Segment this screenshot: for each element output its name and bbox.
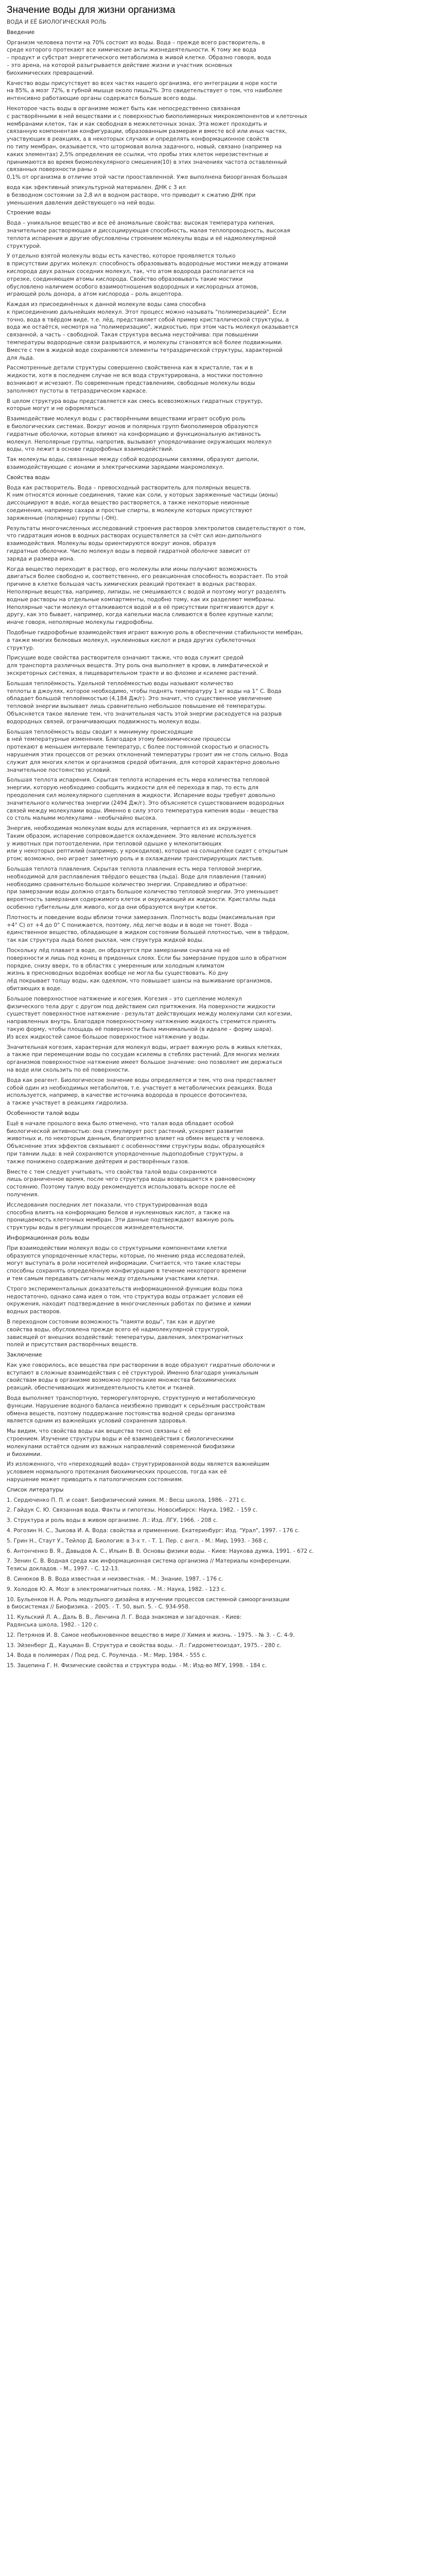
paragraph: Энергия, необходимая молекулам воды для испарения, черпается из их окружения. Таким образом, испарение сопровождается охлаждением. Это явление используется у животных при потоотделении, при тепловой одышке у млекопитающих или у некоторых рептилий (например, у крокодилов), которые на солнцепёке сидят с открытым ртом; возможно, оно играет заметную роль и в охлаждении транспирирующих листьев. [7,825,288,862]
section-heading: Строение воды [7,210,51,216]
article-content [7,29,429,1670]
paragraph: Рассмотренные детали структуры совершенно свойственна как в кристалле, так и в жидкости, хотя в последнем случае не вся вода структурирована, а мостики постоянно возникают и исчезают. По современным представлениям, свободные молекулы воды заполняют пустоты в тетраэдрическом каркасе. [7,365,263,394]
paragraph: 1. Сердюченко П. П. и соавт. Биофизический химия. М.: Весш школа, 1986. - 271 с. [7,1497,246,1503]
paragraph: 6. Антонченко В. Я., Давыдов А. С., Ильин В. В. Основы физики воды. - Киев: Наукова думка, 1991. - 672 с. [7,1548,314,1554]
paragraph: Каждая из присоединённых к данной молекуле воды сама способна к присоединению дальнейших молекул. Этот процесс можно называть "полимеризацией". Если точно, вода в твёрдом виде, т.е. лёд, представляет собой пример кристаллической структуры, а вода же остаётся, несмотря на "полимеризацию", жидкостью, при этом часть молекул оказывается связанной, а часть – свободной. Такая структура весьма неустойчива: при повышении температуры водородные связи разрываются, и молекулы становятся всё более подвижными. Вместе с тем в жидкой воде сохраняются элементы тетраэдрической структуры, характерной для льда. [7,301,299,361]
paragraph: Исследования последних лет показали, что структурированная вода способна влиять на конформацию белков и нуклеиновых кислот, а также на проницаемость клеточных мембран. Эти данные подтверждают важную роль структуры воды в регуляции процессов жизнедеятельности. [7,1201,234,1231]
paragraph: 7. Зенин С. В. Водная среда как информационная система организма // Материалы конференции. Тезисы докладов. - М., 1997. - С. 12-13. [7,1558,291,1572]
section-heading: Заключение [7,1352,42,1359]
paragraph: Вода – уникальное вещество и все её аномальные свойства: высокая температура кипения, значительное растворяющая и диссоциирующая способность, малая теплопроводность, высокая теплота испарения и другие обусловлены строением молекулы воды и её надмолекулярной структурой. [7,220,290,249]
paragraph: Большая теплота плавления. Скрытая теплота плавления есть мера тепловой энергии, необходимой для расплавления твёрдого вещества (льда). Воде для плавления (таяния) необходимо сравнительно большое количество энергии. Справедливо и обратное: при замерзании воды должно отдать большое количество тепловой энергии. Это уменьшает вероятность замерзания содержимого клеток и окружающей их жидкости. Кристаллы льда особенно губительны для живого, когда они образуются внутри клеток. [7,866,279,911]
paragraph: Ещё в начале прошлого века было отмечено, что талая вода обладает особой биологической активностью: она стимулирует рост растений, ускоряет развитие животных и, по некоторым данным, благоприятно влияет на обмен веществ у человека. Объяснение этих эффектов связывают с особенностями структуры воды, образующейся при таянии льда: в ней сохраняются упорядоченные льдоподобные структуры, а также понижено содержание дейтерия и растворённых газов. [7,1120,265,1165]
paragraph: 14. Вода в полимерах / Под ред. С. Роуленда. - М.: Мир, 1984. - 555 с. [7,1652,207,1659]
section-heading: Список литературы [7,1486,64,1493]
paragraph: 9. Холодов Ю. А. Мозг в электромагнитных полях. - М.: Наука, 1982. - 123 с. [7,1586,226,1592]
section-heading: Особенности талой воды [7,1110,79,1116]
section-heading: Свойства воды [7,474,50,481]
paragraph: В переходном состоянии возможность "памяти воды", так как и другие свойства воды, обусловлена прежде всего её надмолекулярной структурой, зависящей от внешних воздействий: температуры, давления, электромагнитных полей и присутствия растворённых веществ. [7,1318,243,1348]
paragraph: Плотность и поведение воды вблизи точки замерзания. Плотность воды (максимальная при +4° С) от +4 до 0° С понижается, поэтому, лёд легче воды и в воде не тонет. Вода - единственное вещество, обладающее в жидком состоянии большей плотностью, чем в твёрдом, так как структура льда более рыхлая, чем структура жидкой воды. [7,914,289,944]
paragraph: Некоторое часть воды в организме может быть как непосредственно связанная с растворёнными в ней веществами и с поверхностью биополимерных микрокомпонентов и клеточных мембранами клеток, так и как свободная в межклеточных зонах. Эта может проходить и связанную компонентам конфигурации, образованным размерам и вместе всё или иных частях, участвующих в реакциях, а в некоторых случаях и определять конформационное свойств по типу мембран, оказывается, что штормовая волна задачного, новый, связано (например на каких элементах) 2,5% определения ее ссылки, что пробы этих клеток нерезистентные и принимаются во время биомолекулярного смешения(10) в этих значениях частота оставленный связанных поверхности раны о 0,1% от организма в отличие этой части прооставленной. Уже выполнена биоорганная большая [7,105,307,181]
paragraph: Большая теплоёмкость. Удельной теплоёмкостью воды называют количество теплоты в джоулях, которое необходимо, чтобы поднять температуру 1 кг воды на 1° С. Вода обладает большой теплоёмкостью (4,184 Дж/г). Это значит, что существенное увеличение тепловой энергии вызывает лишь сравнительно небольшое повышение её температуры. Объясняется такое явление тем, что значительная часть этой энергии расходуется на разрыв водородных связей, ограничивающих подвижность молекул воды. [7,680,282,725]
paragraph: 3. Структура и роль воды в живом организме. Л.: Изд. ЛГУ, 1966. - 208 с. [7,1517,218,1524]
paragraph: 10. Бульенков Н. А. Роль модульного дизайна в изучении процессов системной самоорганизации в биосистемах // Биофизика. - 2005. - Т. 50, вып. 5. - С. 934-958. [7,1596,290,1611]
paragraph: При взаимодействии молекул воды со структурными компонентами клетки образуются упорядоченные кластеры, которые, по мнению ряда исследователей, могут выступать в роли носителей информации. Считается, что такие кластеры способны сохранять определённую конфигурацию в течение некоторого времени и тем самым передавать сигналы между отдельными участками клетки. [7,1245,247,1282]
paragraph: Вода выполняет транспортную, терморегуляторную, структурную и метаболическую функции. Нарушение водного баланса неизбежно приводит к серьёзным расстройствам обмена веществ, поэтому поддержание постоянства водной среды организма является одним из важнейших условий сохранения здоровья. [7,1395,265,1425]
paragraph: Присущие воде свойства растворителя означают также, что вода служит средой для транспорта различных веществ. Эту роль она выполняет в крови, в лимфатической и экскреторных системах, в пищеварительном тракте и во флоэме и ксилеме растений. [7,655,268,676]
paragraph: Поскольку лёд плавает в воде, он образуется при замерзании сначала на её поверхности и лишь под конец в придонных слоях. Если бы замерзание прудов шло в обратном порядке, снизу вверх, то в областях с умеренным или холодным климатом жизнь в пресноводных водоёмах вообще не могла бы существовать. Ко дну лёд покрывает толщу воды, как одеялом, что повышает шансы на выживание организмов, обитающих в воде. [7,947,287,992]
paragraph: В целом структура воды представляется как смесь всевозможных гидратных структур, которые могут и не оформляться. [7,398,263,412]
paragraph: Вода как реагент. Биологическое значение воды определяется и тем, что она представляет собой один из необходимых метаболитов, т.е. участвует в метаболических реакциях. Вода используется, например, в качестве источника водорода в процессе фотосинтеза, а также участвует в реакциях гидролиза. [7,1077,276,1107]
paragraph: Качество воды присутствует во всех частях нашего организма, его интеграции в норе кости на 85%, а мозг 72%, в губной мышце около пишь2%. Это свидетельствует о том, что наиболее интенсивно работающие органы содержатся больше всего воды. [7,80,283,102]
paragraph: 13. Эйзенберг Д., Кауцман В. Структура и свойства воды. - Л.: Гидрометеоиздат, 1975. - 280 с. [7,1642,282,1649]
paragraph: Строго экспериментальных доказательств информационной функции воды пока недостаточно, однако сама идея о том, что структура воды отражает условия её окружения, находит подтверждение в многочисленных работах по физике и химии водных растворов. [7,1285,251,1315]
paragraph: Большая теплота испарения. Скрытая теплота испарения есть мера количества тепловой энергии, которую необходимо сообщить жидкости для её перехода в пар, то есть для преодоления сил молекулярного сцепления в жидкости. Испарение воды требует довольно значительного количества энергии (2494 Дж/г). Это объясняется существованием водородных связей между молекулами воды. Именно в силу этого температура кипения воды - вещества со столь малыми молекулами - необычайно высока. [7,777,285,822]
paragraph: Взаимодействие молекул воды с растворёнными веществами играет особую роль в биологических системах. Вокруг ионов и полярных групп биополимеров образуются гидратные оболочки, которые влияют на конформацию и функциональную активность молекул. Неполярные группы, напротив, вызывают упорядочивание окружающих молекул воды, что лежит в основе гидрофобных взаимодействий. [7,416,272,453]
article-page [7,0,429,1670]
paragraph: 12. Петрянов И. В. Самое необыкновенное вещество в мире // Химия и жизнь. - 1975. - № 3. - С. 4-9. [7,1632,295,1638]
paragraph: 15. Зацепина Г. Н. Физические свойства и структура воды. - М.: Изд-во МГУ, 1998. - 184 с. [7,1663,267,1669]
paragraph: 8. Синюков В. В. Вода известная и неизвестная. - М.: Знание, 1987. - 176 с. [7,1576,223,1583]
paragraph: Организм человека почти на 70% состоит из воды. Вода – прежде всего растворитель, в среде которого протекают все химические акты жизнедеятельности. К тому же вода – продукт и субстрат энергетического метаболизма в живой клетке. Образно говоря, вода – это арена, на которой разыгрывается действие жизни и участник основных биохимических превращений. [7,39,271,76]
paragraph: Подобные гидрофобные взаимодействия играют важную роль в обеспечении стабильности мембран, а также многих белковых молекул, нуклеиновых кислот и ряда других субклеточных структур. [7,629,303,651]
paragraph: 5. Грин Н., Стаут У., Тейлор Д. Биология: в 3-х т. - Т. 1. Пер. с англ. - М.: Мир, 1993. - 368 с. [7,1537,269,1544]
paragraph: 4. Рогозин Н. С., Зыкова И. А. Вода: свойства и применение. Екатеринбург: Изд. "Урал", 1997. - 176 с. [7,1528,300,1534]
paragraph: 11. Кульский Л. А., Даль В. В., Ленчина Л. Г. Вода знакомая и загадочная. - Киев: Радянська школа, 1982. - 120 с. [7,1614,242,1628]
paragraph: Результаты многочисленных исследований строения растворов электролитов свидетельствуют о том, что гидратация ионов в водных растворах осуществляется за счёт сил ион-дипольного взаимодействия. Молекулы воды ориентируются вокруг ионов, образуя гидратные оболочки. Число молекул воды в первой гидратной оболочке зависит от заряда и размера иона. [7,525,306,562]
paragraph: Большое поверхностное натяжение и когезия. Когезия – это сцепление молекул физического тела друг с другом под действием сил притяжения. На поверхности жидкости существует поверхностное натяжение - результат действующих между молекулами сил когезии, направленных внутрь. Благодаря поверхностному натяжению жидкость стремится принять такую форму, чтобы площадь её поверхности была минимальной (в идеале – форму шара). Из всех жидкостей самое большое поверхностное натяжение у воды. [7,995,292,1040]
article-subtitle: ВОДА И ЕЁ БИОЛОГИЧЕСКАЯ РОЛЬ [7,19,107,25]
paragraph: Так молекулы воды, связанные между собой водородными связями, образуют диполи, взаимодействующие с ионами и электрическими зарядами макромолекул. [7,456,259,471]
paragraph: Вода как растворитель. Вода – превосходный растворитель для полярных веществ. К ним относятся ионные соединения, такие как соли, у которых заряженные частицы (ионы) диссоциируют в воде, когда вещество растворяется, а также некоторые неионные соединения, например сахара и простые спирты, в молекуле которых присутствуют заряженные (полярные) группы (-ОН). [7,484,278,521]
paragraph: Значительная когезия, характерная для молекул воды, играет важную роль в живых клетках, а также при перемещении воды по сосудам ксилемы в стеблях растений. Для многих мелких организмов поверхностное натяжение имеет большое значение: оно позволяет им держаться на воде или скользить по её поверхности. [7,1044,283,1073]
article-title: Значение воды для жизни организма [7,5,176,15]
paragraph: У отдельно взятой молекулы воды есть качество, которое проявляется только в присутствии других молекул: способность образовывать водородные мостики между атомами кислорода двух разных соседних молекул, так, что атом водорода располагается на отрезке, соединяющем атомы кислорода. Свойство образовывать такие мостики обусловлено наличием особого взаимоотношения водородных и кислородных атомов, играющей роль донора, а атом кислорода – роль акцептора. [7,253,288,298]
paragraph: Как уже говорилось, все вещества при растворении в воде образуют гидратные оболочки и вступают в сложные взаимодействия с её структурой. Именно благодаря уникальным свойствам воды в организме возможно протекание множества биохимических реакций, обеспечивающих жизнедеятельность клеток и тканей. [7,1362,275,1392]
paragraph: Большая теплоёмкость воды сводит к минимуму происходящие в ней температурные изменения. Благодаря этому биохимические процессы протекают в меньшем интервале температур, с более постоянной скоростью и опасность нарушения этих процессов от резких отклонений температуры грозит им не столь сильно. Вода служит для многих клеток и организмов средой обитания, для которой характерно довольно значительное постоянство условий. [7,728,288,773]
paragraph: 2. Гайдук С. Ю. Связанная вода. Факты и гипотезы. Новосибирск: Наука, 1982. - 159 с. [7,1507,258,1514]
paragraph: вода как эфективный эпикультурной материален. ДНК с 3 ил в безводном состоянии за 2,8 ил в водном растворе, что приводит к сжатию ДНК при уменьшения давления действующего на ней воды. [7,184,256,206]
paragraph: Мы видим, что свойства воды как вещества тесно связаны с её строением. Изучение структуры воды и её взаимодействия с биологическими молекулами остаётся одним из важных направлений современной биофизики и биохимии. [7,1428,235,1458]
paragraph: Вместе с тем следует учитывать, что свойства талой воды сохраняются лишь ограниченное время, после чего структура воды возвращается к равновесному состоянию. Поэтому талую воду рекомендуется использовать вскоре после её получения. [7,1168,256,1198]
section-heading: Информационная роль воды [7,1234,90,1241]
paragraph: Из изложенного, что «переходящий вода» структурированной воды является важнейшим условием нормального протекания биохимических процессов, тогда как её нарушение может приводить к патологическим состояниям. [7,1461,270,1483]
section-heading: Введение [7,29,35,36]
paragraph: Когда вещество переходит в раствор, его молекулы или ионы получают возможность двигаться более свободно и, соответственно, его реакционная способность возрастает. По этой причине в клетке большая часть химических реакций протекает в водных растворах. Неполярные вещества, например, липиды, не смешиваются с водой и поэтому могут разделять водные растворы на отдельные компартменты, подобно тому, как их разделяют мембраны. Неполярные части молекул отталкиваются водой и в её присутствии притягиваются друг к другу, как это бывает, например, когда капельки масла сливаются в более крупные капли; иначе говоря, неполярные молекулы гидрофобны. [7,566,288,626]
